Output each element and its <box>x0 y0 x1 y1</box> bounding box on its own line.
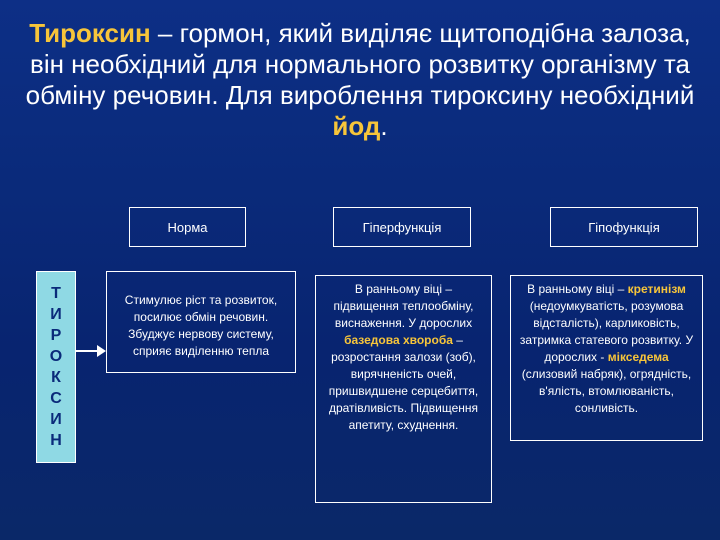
hypofunction-text-3: (слизовий набряк), огрядність, в'ялість, втомлюваність, сонливість. <box>521 367 692 415</box>
hypofunction-highlight-1: кретинізм <box>627 282 686 296</box>
hyperfunction-text-1: В ранньому віці – підвищення теплообміну, виснаження. У дорослих <box>333 282 474 330</box>
hypofunction-header <box>550 207 698 247</box>
hyperfunction-text-2: – розростання залози (зоб), вирячненість очей, пришвидшене серцебиття, дратівливість. Підвищення апетиту, схуднення. <box>328 333 479 432</box>
thyroxine-letter: И <box>50 306 62 323</box>
hyperfunction-highlight: базедова хвороба <box>344 333 453 347</box>
slide-title <box>20 18 700 142</box>
arrow-right-icon <box>97 345 106 357</box>
hyperfunction-header <box>333 207 471 247</box>
hypofunction-text-2: (недоумкуватість, розумова відсталість), карликовість, затримка статевого розвитку. У дорослих - <box>519 299 694 364</box>
thyroxine-letter: К <box>51 369 61 386</box>
thyroxine-letter: И <box>50 411 62 428</box>
hypofunction-highlight-2: мікседема <box>607 350 669 364</box>
thyroxine-letter: С <box>50 390 62 407</box>
hypofunction-header-label: Гіпофункція <box>588 219 660 235</box>
arrow-line <box>76 350 98 352</box>
thyroxine-letter: Т <box>51 285 61 302</box>
title-definition: – гормон, який виділяє щитоподібна залоза, він необхідний для нормального розвитку організму та обміну речовин. Для вироблення тироксину необхідний <box>25 18 695 110</box>
hypofunction-text-1: В ранньому віці – <box>527 282 628 296</box>
thyroxine-vertical-box <box>36 271 76 463</box>
hyperfunction-header-label: Гіперфункція <box>362 219 442 235</box>
title-period: . <box>380 111 388 141</box>
thyroxine-letter: Р <box>50 327 62 344</box>
norm-header-label: Норма <box>167 219 208 235</box>
hyperfunction-content-box <box>315 275 492 503</box>
title-iodine: йод <box>332 111 381 141</box>
norm-header <box>129 207 246 247</box>
hypofunction-content-box <box>510 275 703 441</box>
thyroxine-letter: Н <box>50 432 62 449</box>
norm-content-box <box>106 271 296 373</box>
norm-text: Стимулює ріст та розвиток, посилює обмін речовин. Збуджує нервову систему, сприяє виділенню тепла <box>124 293 278 358</box>
title-term: Тироксин <box>29 18 151 48</box>
thyroxine-letter: О <box>49 348 63 365</box>
